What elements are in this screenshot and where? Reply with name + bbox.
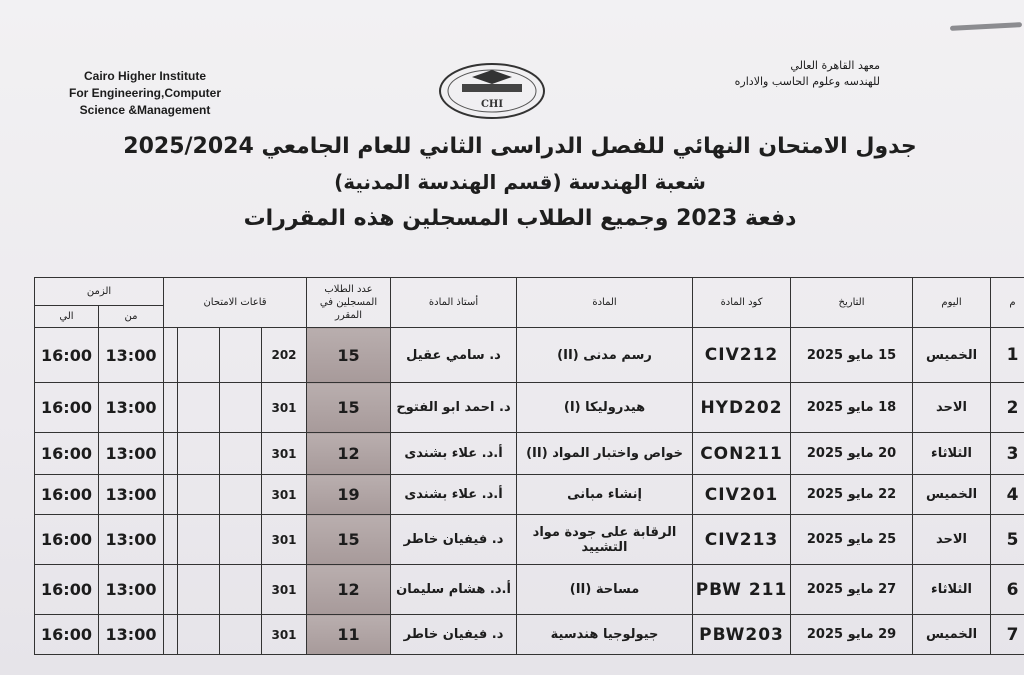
row-lecturer: د. فيفيان خاطر: [391, 615, 517, 655]
row-student-count: 15: [307, 383, 391, 433]
row-date: 18 مايو 2025: [791, 383, 913, 433]
row-hall-blank: [164, 515, 178, 565]
row-hall-blank: [220, 328, 262, 383]
row-time-from: 13:00: [99, 515, 164, 565]
row-day: الثلاثاء: [913, 565, 991, 615]
row-lecturer: أ.د. علاء بشندى: [391, 475, 517, 515]
row-hall-blank: [178, 383, 220, 433]
row-hall-blank: [220, 433, 262, 475]
row-exam-hall: 301: [262, 615, 307, 655]
header-from: من: [99, 306, 164, 328]
row-day: الاحد: [913, 515, 991, 565]
row-hall-blank: [178, 475, 220, 515]
row-subject: رسم مدنى (II): [517, 328, 693, 383]
row-day: الخميس: [913, 615, 991, 655]
row-number: 4: [991, 475, 1024, 515]
institute-name-en-line: Cairo Higher Institute: [83, 69, 206, 83]
table-row: [35, 615, 1024, 655]
row-hall-blank: [164, 433, 178, 475]
row-student-count: 12: [307, 565, 391, 615]
institute-name-english: [55, 68, 235, 119]
row-student-count: 11: [307, 615, 391, 655]
header-exam-halls: قاعات الامتحان: [164, 278, 307, 328]
row-subject: جيولوجيا هندسية: [517, 615, 693, 655]
header-subject: المادة: [517, 278, 693, 328]
header-day: اليوم: [913, 278, 991, 328]
row-subject: هيدروليكا (I): [517, 383, 693, 433]
row-number: 2: [991, 383, 1024, 433]
row-time-to: 16:00: [35, 383, 99, 433]
row-course-code: HYD202: [693, 383, 791, 433]
institute-name-ar-line: معهد القاهرة العالي: [790, 59, 880, 72]
row-hall-blank: [178, 328, 220, 383]
institute-name-arabic: [650, 58, 880, 90]
row-exam-hall: 202: [262, 328, 307, 383]
row-hall-blank: [178, 515, 220, 565]
header-student-count: عدد الطلاب المسجلين في المقرر: [307, 278, 391, 328]
row-time-to: 16:00: [35, 433, 99, 475]
row-time-to: 16:00: [35, 328, 99, 383]
row-date: 15 مايو 2025: [791, 328, 913, 383]
header-lecturer: أستاذ المادة: [391, 278, 517, 328]
institute-logo: [438, 62, 546, 120]
row-hall-blank: [178, 565, 220, 615]
row-time-from: 13:00: [99, 565, 164, 615]
row-hall-blank: [178, 615, 220, 655]
cohort-title: دفعة 2023 وجميع الطلاب المسجلين هذه المقررات: [243, 206, 797, 231]
row-time-to: 16:00: [35, 565, 99, 615]
institute-name-en-line: Science &Management: [79, 103, 211, 117]
row-lecturer: د. سامي عقيل: [391, 328, 517, 383]
row-number: 7: [991, 615, 1024, 655]
row-subject: مساحة (II): [517, 565, 693, 615]
table-row: [35, 433, 1024, 475]
row-student-count: 15: [307, 515, 391, 565]
row-time-from: 13:00: [99, 615, 164, 655]
row-student-count: 19: [307, 475, 391, 515]
row-course-code: CIV213: [693, 515, 791, 565]
row-day: الخميس: [913, 475, 991, 515]
row-date: 27 مايو 2025: [791, 565, 913, 615]
institute-name-en-line: For Engineering,Computer: [68, 86, 221, 100]
schedule-title: جدول الامتحان النهائي للفصل الدراسى الثاني للعام الجامعي 2025/2024: [123, 134, 917, 159]
header-row: [35, 278, 1024, 306]
logo-text: CHI: [480, 99, 504, 110]
row-hall-blank: [164, 475, 178, 515]
row-lecturer: د. فيفيان خاطر: [391, 515, 517, 565]
row-time-from: 13:00: [99, 433, 164, 475]
row-time-from: 13:00: [99, 328, 164, 383]
row-course-code: CON211: [693, 433, 791, 475]
row-hall-blank: [220, 615, 262, 655]
row-number: 1: [991, 328, 1024, 383]
row-number: 3: [991, 433, 1024, 475]
row-number: 6: [991, 565, 1024, 615]
row-date: 25 مايو 2025: [791, 515, 913, 565]
row-hall-blank: [164, 328, 178, 383]
row-time-from: 13:00: [99, 475, 164, 515]
row-subject: الرقابة على جودة مواد التشييد: [517, 515, 693, 565]
row-subject: خواص واختبار المواد (II): [517, 433, 693, 475]
row-exam-hall: 301: [262, 383, 307, 433]
header-time: الزمن: [35, 278, 164, 306]
row-hall-blank: [164, 615, 178, 655]
row-exam-hall: 301: [262, 565, 307, 615]
header-course-code: كود المادة: [693, 278, 791, 328]
institute-name-ar-line: للهندسه وعلوم الحاسب والاداره: [734, 75, 880, 88]
row-day: الخميس: [913, 328, 991, 383]
row-hall-blank: [220, 383, 262, 433]
row-hall-blank: [164, 383, 178, 433]
row-student-count: 15: [307, 328, 391, 383]
row-lecturer: د. احمد ابو الفتوح: [391, 383, 517, 433]
row-time-to: 16:00: [35, 515, 99, 565]
department-title: شعبة الهندسة (قسم الهندسة المدنية): [334, 170, 706, 194]
row-time-to: 16:00: [35, 475, 99, 515]
row-time-from: 13:00: [99, 383, 164, 433]
row-course-code: CIV212: [693, 328, 791, 383]
row-course-code: CIV201: [693, 475, 791, 515]
table-row: [35, 328, 1024, 383]
table-row: [35, 383, 1024, 433]
exam-schedule-table: [34, 277, 1024, 655]
row-course-code: PBW 211: [693, 565, 791, 615]
row-student-count: 12: [307, 433, 391, 475]
row-lecturer: أ.د. علاء بشندى: [391, 433, 517, 475]
row-course-code: PBW203: [693, 615, 791, 655]
table-row: [35, 565, 1024, 615]
row-hall-blank: [220, 565, 262, 615]
row-exam-hall: 301: [262, 433, 307, 475]
row-exam-hall: 301: [262, 515, 307, 565]
header-num: م: [991, 278, 1024, 328]
header-to: الي: [35, 306, 99, 328]
row-day: الاحد: [913, 383, 991, 433]
row-hall-blank: [220, 475, 262, 515]
row-hall-blank: [178, 433, 220, 475]
header-date: التاريخ: [791, 278, 913, 328]
row-subject: إنشاء مبانى: [517, 475, 693, 515]
table-row: [35, 515, 1024, 565]
row-number: 5: [991, 515, 1024, 565]
row-date: 22 مايو 2025: [791, 475, 913, 515]
row-hall-blank: [164, 565, 178, 615]
table-row: [35, 475, 1024, 515]
row-exam-hall: 301: [262, 475, 307, 515]
row-hall-blank: [220, 515, 262, 565]
row-time-to: 16:00: [35, 615, 99, 655]
row-date: 20 مايو 2025: [791, 433, 913, 475]
row-lecturer: أ.د. هشام سليمان: [391, 565, 517, 615]
row-day: الثلاثاء: [913, 433, 991, 475]
row-date: 29 مايو 2025: [791, 615, 913, 655]
